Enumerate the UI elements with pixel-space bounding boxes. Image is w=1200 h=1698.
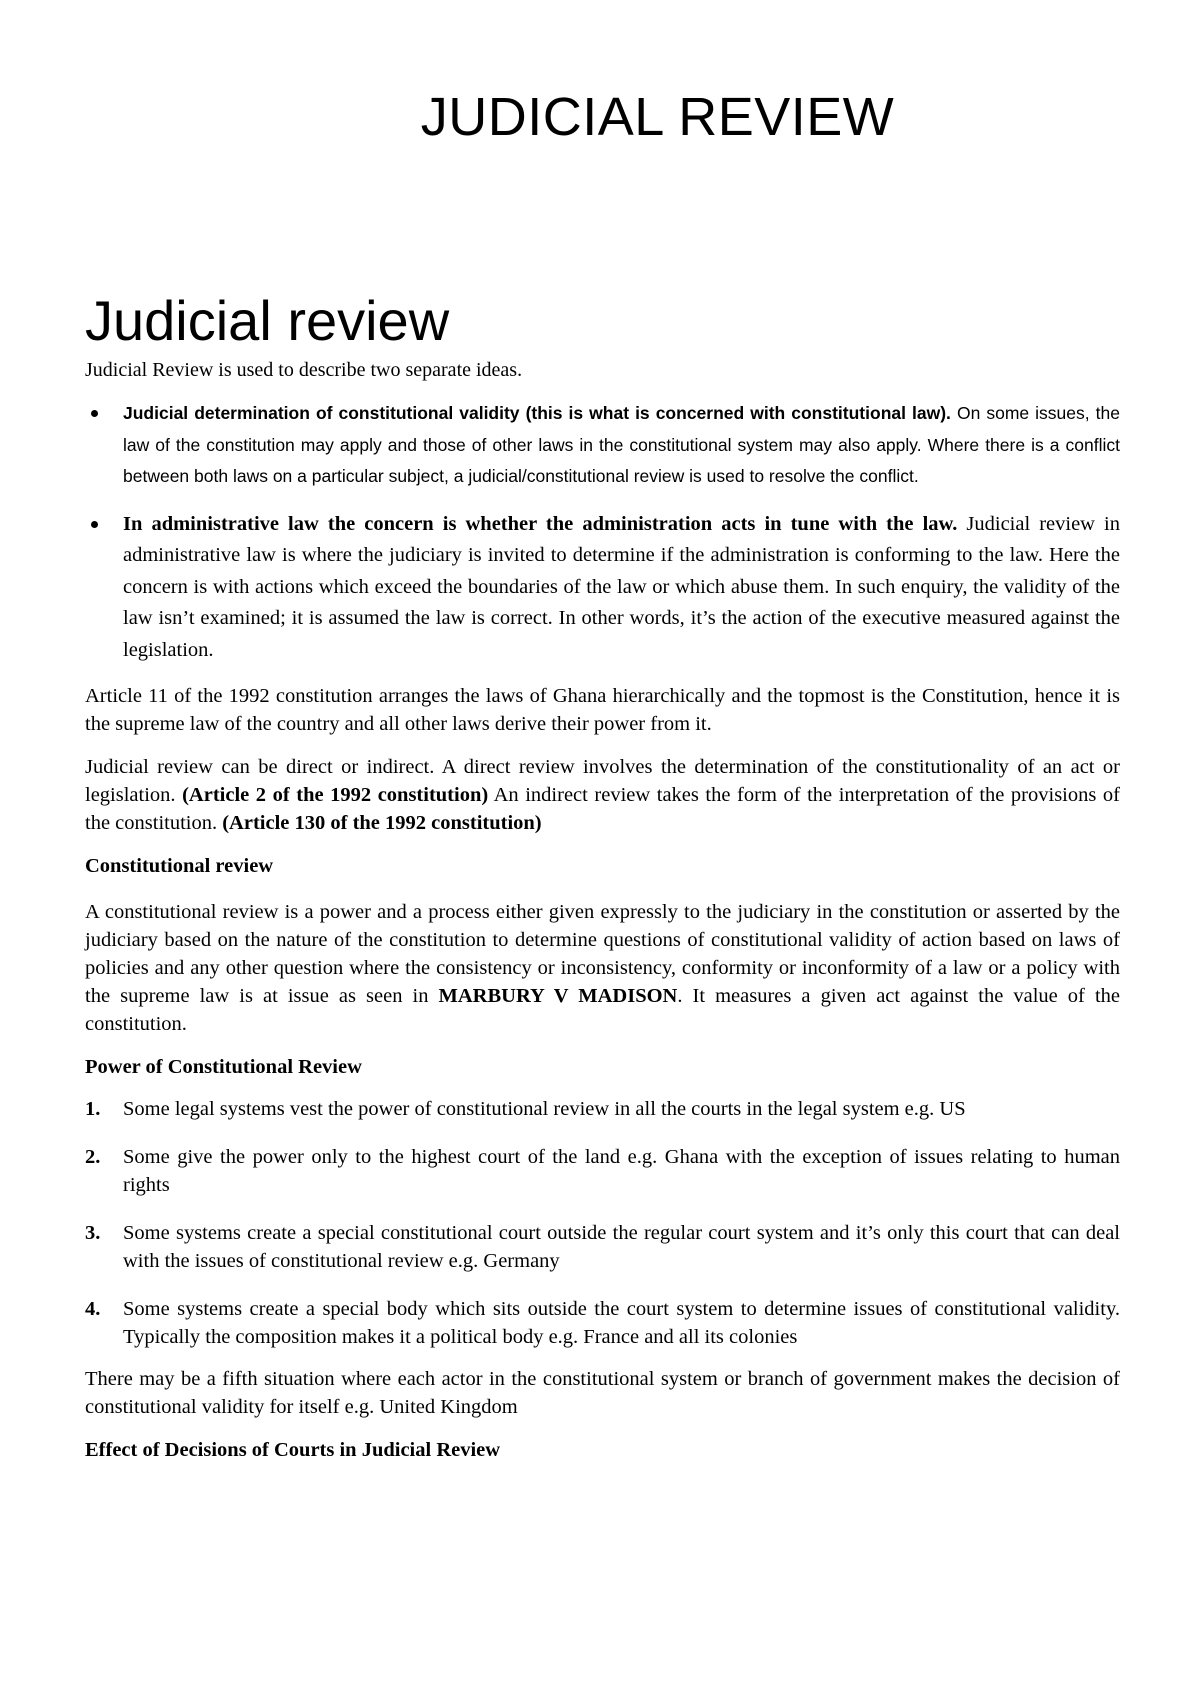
article-130-reference: (Article 130 of the 1992 constitution) [222, 812, 542, 834]
item-text: Some legal systems vest the power of constitutional review in all the courts in the legal system e.g. US [123, 1098, 966, 1120]
section-heading: Judicial review [85, 289, 450, 352]
power-item [85, 1219, 1120, 1275]
item-text: Some give the power only to the highest court of the land e.g. Ghana with the exception of issues relating to human rights [123, 1146, 1120, 1196]
constitutional-review-heading: Constitutional review [85, 855, 274, 877]
indirect-text: An indirect review takes the form of the interpretation of the provisions of the constitution. [85, 784, 1120, 834]
document-body [85, 356, 1120, 1482]
article-2-reference: (Article 2 of the 1992 constitution) [182, 784, 489, 806]
bullet-text: Judicial review in administrative law is where the judiciary is invited to determine if the administration is conforming to the law. Here the concern is with actions which exceed the boundaries of the law or which abuse them. In such enquiry, the validity of the law isn’t examined; it is assumed the law is correct. In other words, it’s the action of the executive measured against the legislation. [123, 512, 1121, 661]
bullet-item-administrative-law [85, 509, 1120, 667]
bullet-list [85, 398, 1120, 666]
item-text: Some systems create a special body which sits outside the court system to determine issues of constitutional validity. Typically the composition makes it a political body e.g. France and all its colonies [123, 1298, 1120, 1348]
direct-indirect-paragraph [85, 753, 1120, 837]
intro-paragraph: Judicial Review is used to describe two separate ideas. [85, 359, 523, 381]
item-number: 2. [85, 1146, 101, 1168]
item-number: 3. [85, 1222, 101, 1244]
bullet-item-constitutional-validity [85, 398, 1120, 493]
power-item [85, 1095, 1120, 1123]
document-title: JUDICIAL REVIEW [420, 87, 895, 147]
case-name: MARBURY V MADISON [438, 985, 678, 1007]
item-number: 4. [85, 1298, 101, 1320]
constitutional-review-paragraph [85, 898, 1120, 1038]
item-text: Some systems create a special constitutional court outside the regular court system and it’s only this court that can deal with the issues of constitutional review e.g. Germany [123, 1222, 1120, 1272]
bullet-text: On some issues, the law of the constitution may apply and those of other laws in the constitutional system may also apply. Where there is a conflict between both laws on a particular subject, a judicial/constitutional review is used to resolve the conflict. [123, 403, 1120, 486]
power-item [85, 1295, 1120, 1351]
power-heading: Power of Constitutional Review [85, 1056, 362, 1078]
bullet-lead: Judicial determination of constitutional validity (this is what is concerned with constitutional law). [123, 403, 951, 423]
constitutional-review-text: A constitutional review is a power and a process either given expressly to the judiciary in the constitution or asserted by the judiciary based on the nature of the constitution to determine questions of constitutional validity of action based on laws of policies and any other question where the consistency or inconsistency, conformity or inconformity of a law or a policy with the supreme law is at issue as seen in [85, 901, 1120, 1007]
bullet-lead: In administrative law the concern is whether the administration acts in tune with the law. [123, 512, 958, 535]
direct-text: Judicial review can be direct or indirect. A direct review involves the determination of the constitutionality of an act or legislation. [85, 756, 1120, 806]
article-11-paragraph: Article 11 of the 1992 constitution arranges the laws of Ghana hierarchically and the topmost is the Constitution, hence it is the supreme law of the country and all other laws derive their power from it. [85, 685, 1120, 735]
item-number: 1. [85, 1098, 101, 1120]
effect-heading: Effect of Decisions of Courts in Judicial Review [85, 1439, 501, 1461]
power-list [85, 1095, 1120, 1351]
fifth-situation-paragraph: There may be a fifth situation where each actor in the constitutional system or branch of government makes the decision of constitutional validity for itself e.g. United Kingdom [85, 1368, 1120, 1418]
constitutional-review-text-end: . It measures a given act against the value of the constitution. [85, 985, 1120, 1035]
power-item [85, 1143, 1120, 1199]
